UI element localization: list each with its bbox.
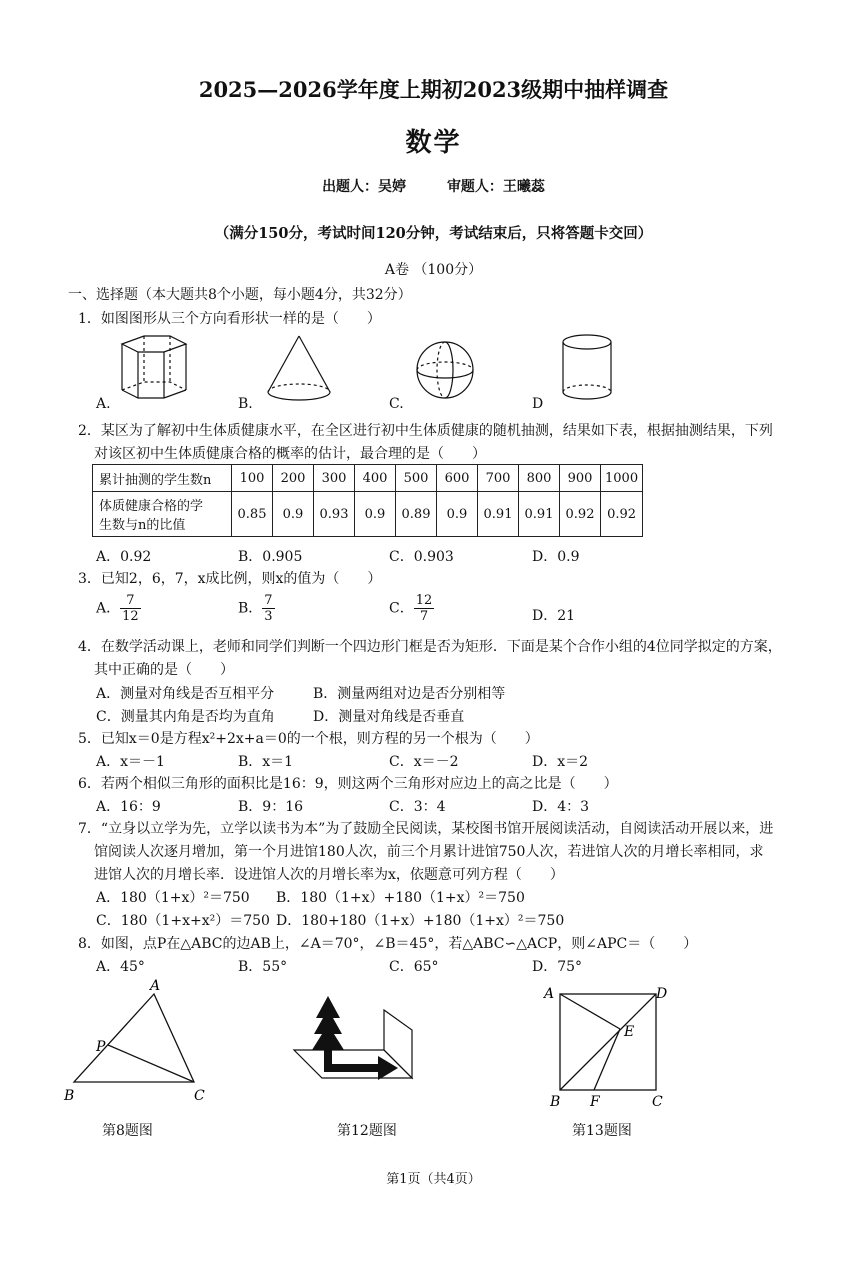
option-label: B． [238,600,263,617]
table-cell: 800 [519,465,560,492]
q8-stem: 8．如图，点P在△ABC的边AB上，∠A＝70°，∠B＝45°，若△ABC∽△ACP，则∠APC＝（ ） [78,936,698,952]
q7-option-a: A．180（1+x）²＝750 [96,890,250,906]
label-p: P [96,1039,106,1055]
q5-option-a: A．x＝－1 [96,754,165,770]
table-row-header: 累计抽测的学生数n [93,465,232,492]
q7-stem-line1: 7．“立身以立学为先，立学以读书为本”为了鼓励全民阅读，某校图书馆开展阅读活动，自阅读活动开展以来，进 [78,821,774,837]
q2-stem-line2: 对该区初中生体质健康合格的概率的估计，最合理的是（ ） [94,446,486,462]
q3-option-c [389,593,434,624]
q2-option-c: C．0.903 [389,549,454,565]
q6-stem: 6．若两个相似三角形的面积比是16：9，则这两个三角形对应边上的高之比是（ ） [78,776,618,792]
q3-option-b [238,593,275,624]
exam-title: 2025—2026学年度上期初2023级期中抽样调查 [198,77,669,102]
cone-icon [268,336,330,400]
table-cell: 0.93 [314,492,355,537]
q2-option-b: B．0.905 [238,549,303,565]
label-d: D [656,986,668,1002]
table-cell: 0.92 [560,492,601,537]
subject-title: 数学 [405,128,462,158]
q2-option-d: D．0.9 [532,549,580,565]
fig8-caption: 第8题图 [102,1123,153,1139]
fraction [414,593,435,624]
denominator: 3 [264,609,273,624]
q3-stem: 3．已知2，6，7，x成比例，则x的值为（ ） [78,571,382,587]
q1-option-d: D [532,396,544,412]
q6-option-b: B．9：16 [238,799,304,815]
fig12-caption: 第12题图 [337,1123,397,1139]
row-header-line1: 体质健康合格的学 [99,499,204,514]
denominator: 12 [122,609,139,624]
setter: 出题人：吴婷 [322,179,407,195]
q1-option-a: A. [96,396,111,412]
fraction [262,593,274,624]
q3-option-a [96,593,141,624]
table-cell: 0.9 [355,492,396,537]
table-cell: 0.91 [519,492,560,537]
q6-option-c: C．3：4 [389,799,446,815]
q4-stem-line1: 4．在数学活动课上，老师和同学们判断一个四边形门框是否为矩形．下面是某个合作小组的4位同学拟定的方案， [78,639,782,655]
table-cell: 0.85 [232,492,273,537]
q7-option-c: C．180（1+x+x²）＝750 [96,913,270,929]
q1-solids-figure [100,330,660,410]
q2-option-a: A．0.92 [96,549,152,565]
table-cell: 0.91 [478,492,519,537]
authors-line [0,176,867,196]
exam-notice: （满分150分，考试时间120分钟，考试结束后，只将答题卡交回） [214,225,653,242]
option-label: A． [96,600,121,617]
table-row-header [93,492,232,537]
q8-option-a: A．45° [96,959,145,975]
numerator: 7 [120,593,141,609]
q8-option-b: B．55° [238,959,288,975]
label-f: F [590,1094,600,1110]
q2-stem-line1: 2．某区为了解初中生体质健康水平，在全区进行初中生体质健康的随机抽测，结果如下表，根据抽测结果，下列 [78,423,773,439]
q1-option-c: C. [389,396,404,412]
hex-prism-icon [122,336,186,398]
section-heading: 一、选择题（本大题共8个小题，每小题4分，共32分） [68,287,412,303]
cylinder-icon [563,335,611,399]
q8-option-c: C．65° [389,959,439,975]
table-cell: 0.9 [273,492,314,537]
label-b: B [550,1094,561,1110]
denominator: 7 [419,609,429,624]
page-footer: 第1页（共4页） [386,1172,481,1187]
q4-option-d: D．测量对角线是否垂直 [313,709,465,725]
table-cell: 200 [273,465,314,492]
table-cell: 400 [355,465,396,492]
q4-stem-line2: 其中正确的是（ ） [94,662,234,678]
q4-option-c: C．测量其内角是否均为直角 [96,709,275,725]
q6-option-a: A．16：9 [96,799,161,815]
q6-option-d: D．4：3 [532,799,590,815]
table-row [93,492,643,537]
fig8-triangle-diagram [60,978,230,1108]
label-c: C [652,1094,663,1110]
q4-option-b: B．测量两组对边是否分别相等 [313,686,506,702]
q7-stem-line3: 进馆人次的月增长率．设进馆人次的月增长率为x，依题意可列方程（ ） [94,867,564,883]
fig12-tree-mirror-diagram [288,990,428,1100]
fig13-square-diagram [540,980,680,1110]
table-row [93,465,643,492]
q4-option-a: A．测量对角线是否互相平分 [96,686,275,702]
table-cell: 900 [560,465,601,492]
tree-arrow-icon [312,996,398,1080]
q5-option-d: D．x＝2 [532,754,589,770]
q5-option-c: C．x＝－2 [389,754,459,770]
q5-stem: 5．已知x＝0是方程x²+2x+a＝0的一个根，则方程的另一个根为（ ） [78,731,539,747]
label-a: A [544,986,555,1002]
label-a: A [150,978,161,994]
numerator: 12 [415,593,433,608]
row-header-line2: 生数与n的比值 [99,518,186,533]
label-c: C [194,1088,205,1104]
sphere-icon [417,342,473,398]
table-cell: 0.89 [396,492,437,537]
q5-option-b: B．x＝1 [238,754,294,770]
table-cell: 500 [396,465,437,492]
fig13-caption: 第13题图 [572,1123,632,1139]
q7-option-b: B．180（1+x）+180（1+x）²＝750 [276,890,525,906]
reviewer: 审题人：王曦蕊 [446,179,545,195]
table-cell: 1000 [601,465,643,492]
q2-data-table [92,464,643,537]
table-cell: 300 [314,465,355,492]
q1-option-b: B. [238,396,253,412]
table-cell: 100 [232,465,273,492]
volume-label: A卷 （100分） [384,262,483,278]
q3-option-d: D．21 [532,608,576,624]
numerator: 7 [264,593,273,608]
q7-stem-line2: 馆阅读人次逐月增加，第一个月进馆180人次，前三个月累计进馆750人次，若进馆人次的月增长率相同，求 [94,844,764,860]
label-e: E [624,1024,635,1040]
q8-option-d: D．75° [532,959,583,975]
q7-option-d: D．180+180（1+x）+180（1+x）²＝750 [276,913,565,929]
table-cell: 700 [478,465,519,492]
fraction [120,593,141,624]
q1-stem: 1．如图图形从三个方向看形状一样的是（ ） [78,311,381,327]
table-cell: 600 [437,465,478,492]
option-label: C． [389,600,414,617]
label-b: B [64,1088,75,1104]
table-cell: 0.92 [601,492,643,537]
table-cell: 0.9 [437,492,478,537]
